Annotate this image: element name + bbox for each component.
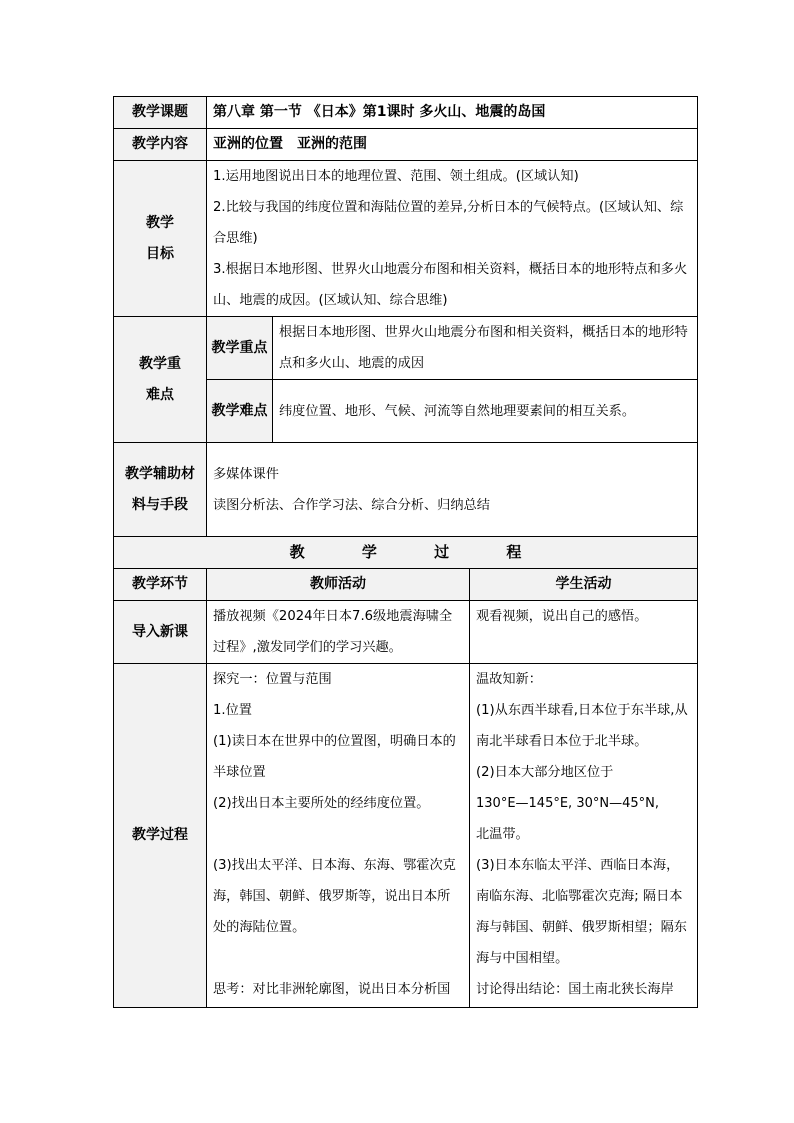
aids-label: 教学辅助材料与手段 bbox=[114, 443, 207, 537]
process-title-char-4: 程 bbox=[506, 543, 522, 561]
difficult-point-value: 纬度位置、地形、气候、河流等自然地理要素间的相互关系。 bbox=[273, 380, 698, 443]
student-line-7: 讨论得出结论：国土南北狭长海岸 bbox=[476, 982, 674, 997]
teacher-spacer-2 bbox=[213, 943, 463, 974]
process-title-char-2: 学 bbox=[361, 543, 377, 561]
teacher-line-6: 思考：对比非洲轮廓图，说出日本分析国 bbox=[213, 982, 451, 997]
goal-item-2: 2.比较与我国的纬度位置和海陆位置的差异,分析日本的气候特点。(区域认知、综合思维) bbox=[213, 200, 684, 246]
goal-item-1: 1.运用地图说出日本的地理位置、范围、领土组成。(区域认知) bbox=[213, 169, 579, 184]
intro-teacher: 播放视频《2024年日本7.6级地震海啸全过程》,激发同学们的学习兴趣。 bbox=[207, 601, 470, 664]
key-point-row bbox=[114, 317, 698, 380]
content-value: 亚洲的位置 亚洲的范围 bbox=[207, 129, 698, 161]
column-header-stage: 教学环节 bbox=[114, 569, 207, 601]
student-line-5: 北温带。 bbox=[476, 827, 529, 842]
student-line-4: 130°E—145°E, 30°N—45°N, bbox=[476, 796, 659, 811]
teacher-line-5: (3)找出太平洋、日本海、东海、鄂霍次克海，韩国、朝鲜、俄罗斯等，说出日本所处的海陆位置。 bbox=[213, 858, 456, 935]
teacher-line-1: 探究一：位置与范围 bbox=[213, 672, 332, 687]
teacher-line-3: (1)读日本在世界中的位置图，明确日本的半球位置 bbox=[213, 734, 456, 780]
goals-content bbox=[207, 161, 698, 317]
key-point-value: 根据日本地形图、世界火山地震分布图和相关资料，概括日本的地形特点和多火山、地震的成因 bbox=[273, 317, 698, 380]
process-stage: 教学过程 bbox=[114, 664, 207, 1008]
student-line-3: (2)日本大部分地区位于 bbox=[476, 765, 614, 780]
column-header-row bbox=[114, 569, 698, 601]
intro-row bbox=[114, 601, 698, 664]
keypoints-label bbox=[114, 317, 207, 443]
teacher-line-4: (2)找出日本主要所处的经纬度位置。 bbox=[213, 796, 430, 811]
goals-label bbox=[114, 161, 207, 317]
column-header-teacher: 教师活动 bbox=[207, 569, 470, 601]
aids-item-2: 读图分析法、合作学习法、综合分析、归纳总结 bbox=[213, 497, 490, 513]
lesson-plan-table bbox=[113, 96, 698, 1008]
topic-row bbox=[114, 97, 698, 129]
aids-row bbox=[114, 443, 698, 537]
student-line-1: 温故知新： bbox=[476, 672, 542, 687]
intro-stage: 导入新课 bbox=[114, 601, 207, 664]
goal-item-3: 3.根据日本地形图、世界火山地震分布图和相关资料，概括日本的地形特点和多火山、地震的成因。(区域认知、综合思维) bbox=[213, 262, 688, 308]
teacher-spacer-1 bbox=[213, 819, 463, 850]
process-row bbox=[114, 664, 698, 1008]
column-header-student: 学生活动 bbox=[470, 569, 698, 601]
goals-label-line-2: 目标 bbox=[146, 245, 174, 262]
topic-label: 教学课题 bbox=[114, 97, 207, 129]
aids-item-1: 多媒体课件 bbox=[213, 466, 279, 482]
student-line-2: (1)从东西半球看,日本位于东半球,从南北半球看日本位于北半球。 bbox=[476, 703, 688, 749]
process-title bbox=[114, 537, 698, 569]
topic-value: 第八章 第一节 《日本》第1课时 多火山、地震的岛国 bbox=[207, 97, 698, 129]
content-label: 教学内容 bbox=[114, 129, 207, 161]
process-title-row bbox=[114, 537, 698, 569]
process-teacher bbox=[207, 664, 470, 1008]
goals-row bbox=[114, 161, 698, 317]
process-title-char-3: 过 bbox=[434, 543, 450, 561]
intro-student: 观看视频，说出自己的感悟。 bbox=[470, 601, 698, 664]
teacher-line-2: 1.位置 bbox=[213, 703, 252, 718]
keypoints-label-line-1: 教学重 bbox=[139, 355, 181, 372]
student-line-6: (3)日本东临太平洋、西临日本海，南临东海、北临鄂霍次克海; 隔日本海与韩国、朝鲜、俄罗斯相望；隔东海与中国相望。 bbox=[476, 858, 687, 966]
content-row bbox=[114, 129, 698, 161]
key-point-label: 教学重点 bbox=[207, 317, 273, 380]
aids-content bbox=[207, 443, 698, 537]
goals-label-line-1: 教学 bbox=[146, 214, 174, 231]
process-title-char-1: 教 bbox=[289, 543, 305, 561]
process-student bbox=[470, 664, 698, 1008]
keypoints-label-line-2: 难点 bbox=[146, 386, 174, 403]
difficult-point-label: 教学难点 bbox=[207, 380, 273, 443]
